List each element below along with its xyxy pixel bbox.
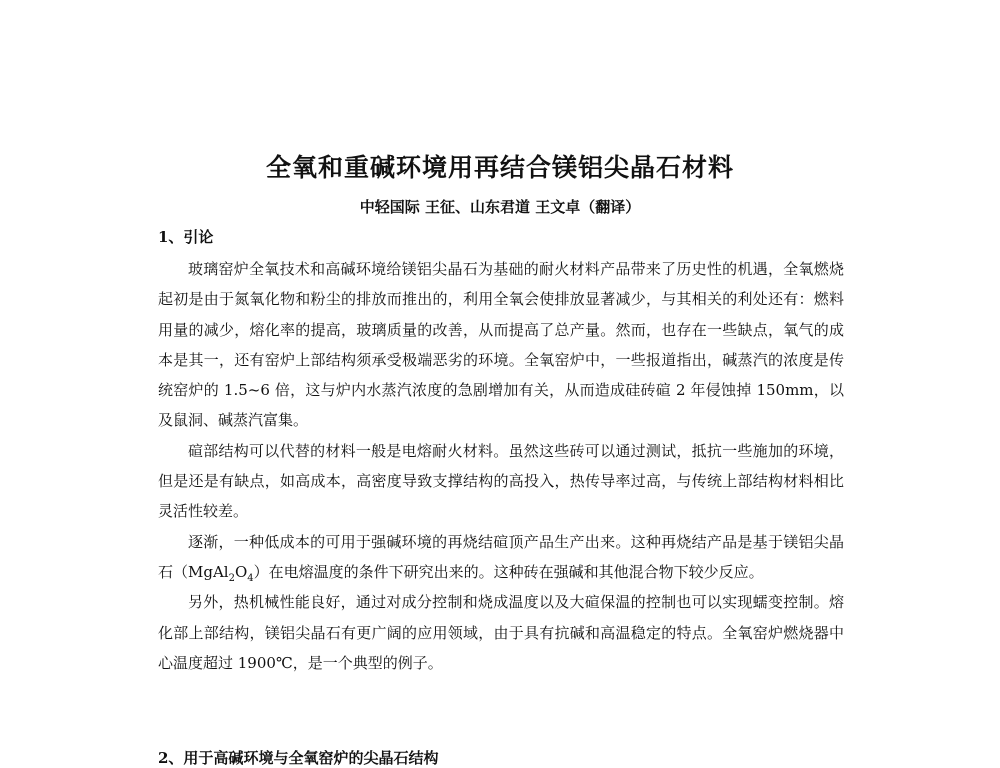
section-heading-spinel-structure: 2、用于高碱环境与全氧窑炉的尖晶石结构 [158,749,439,767]
body-text [158,254,844,678]
author-line: 中轻国际 王征、山东君道 王文卓（翻译） [359,198,641,216]
paragraph-3-part-2: ）在电熔温度的条件下研究出来的。这种砖在强碱和其他混合物下较少反应。 [253,562,764,581]
formula-oxygen: O [234,562,248,581]
paragraph-1: 玻璃窑炉全氧技术和高碱环境给镁铝尖晶石为基础的耐火材料产品带来了历史性的机遇，全氧燃烧起初是由于氮氧化物和粉尘的排放而推出的，利用全氧会使排放显著减少，与其相关的利处还有：燃料用量的减少，熔化率的提高，玻璃质量的改善，从而提高了总产量。然而，也存在一些缺点，氧气的成本是其一，还有窑炉上部结构须承受极端恶劣的环境。全氧窑炉中，一些报道指出，碱蒸汽的浓度是传统窑炉的 1.5~6 倍，这与炉内水蒸汽浓度的急剧增加有关，从而造成硅砖碹 2 年侵蚀掉 150mm，以及鼠洞、碱蒸汽富集。 [158,260,844,430]
formula-subscript-4: 4 [247,572,254,584]
paragraph-3 [158,527,844,588]
paragraph-3-part-1: 逐渐，一种低成本的可用于强碱环境的再烧结碹顶产品生产出来。这种再烧结产品是基于镁铝尖晶石（MgAl [158,532,844,581]
paper-title: 全氧和重碱环境用再结合镁铝尖晶石材料 [265,153,734,182]
formula-subscript-2: 2 [228,572,235,584]
paragraph-4: 另外，热机械性能良好，通过对成分控制和烧成温度以及大碹保温的控制也可以实现蠕变控制。熔化部上部结构，镁铝尖晶石有更广阔的应用领域，由于具有抗碱和高温稳定的特点。全氧窑炉燃烧器中心温度超过 1900℃，是一个典型的例子。 [158,593,844,672]
section-heading-introduction: 1、引论 [158,228,214,246]
paragraph-2: 碹部结构可以代替的材料一般是电熔耐火材料。虽然这些砖可以通过测试，抵抗一些施加的环境，但是还是有缺点，如高成本，高密度导致支撑结构的高投入，热传导率过高，与传统上部结构材料相比灵活性较差。 [158,441,844,521]
